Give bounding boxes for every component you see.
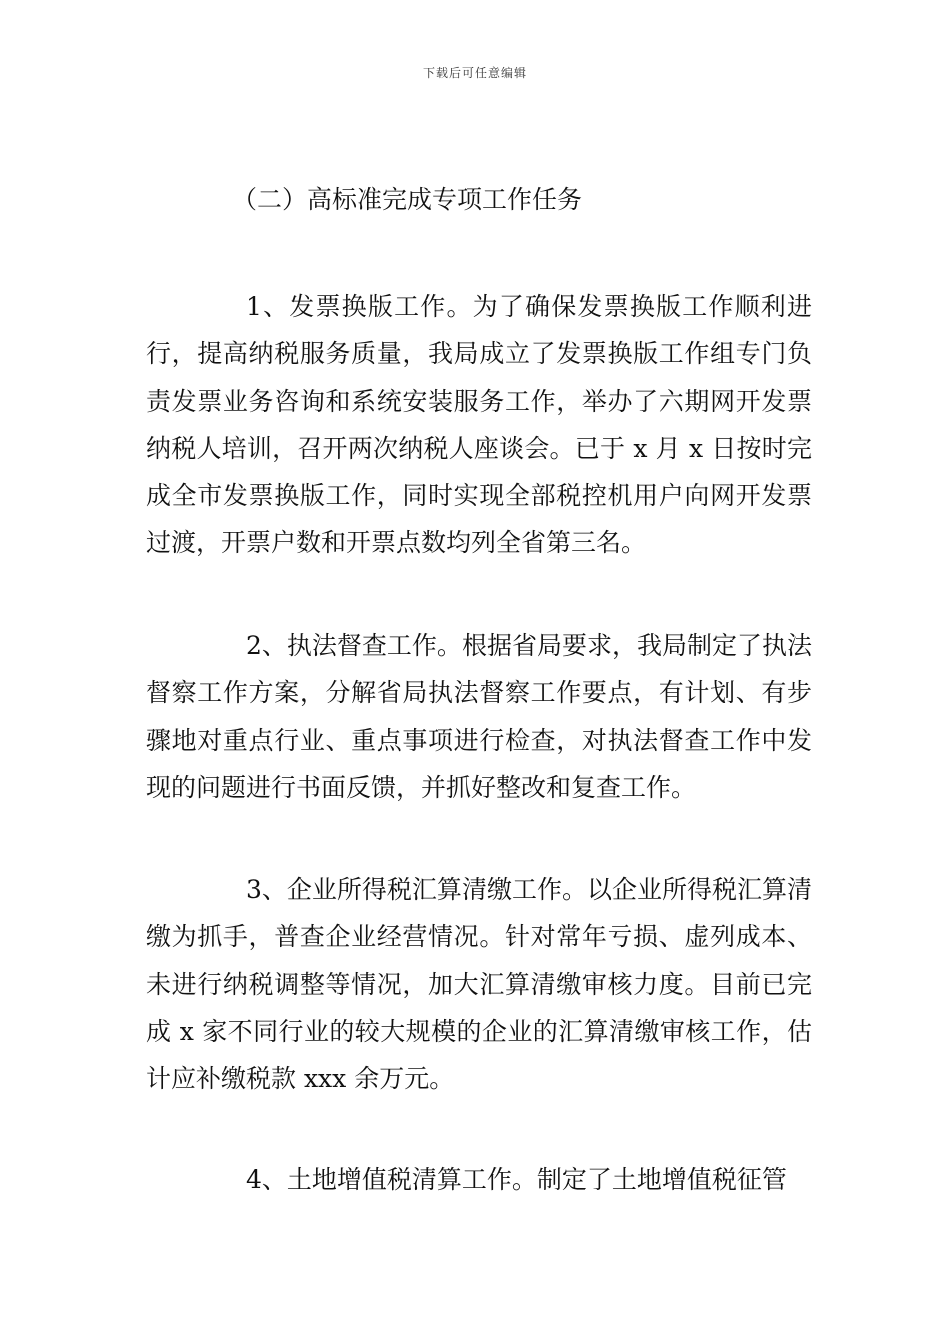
paragraph-corporate-income-tax: 3、企业所得税汇算清缴工作。以企业所得税汇算清缴为抓手，普查企业经营情况。针对常年亏损、虚列成本、未进行纳税调整等情况，加大汇算清缴审核力度。目前已完成 x 家不同行业的较大规模的企业的汇算清缴审核工作，估计应补缴税款 xxx 余万元。 [146,875,812,1094]
page-header: 下载后可任意编辑 [422,66,527,80]
paragraph-invoice-reform: 1、发票换版工作。为了确保发票换版工作顺利进行，提高纳税服务质量，我局成立了发票换版工作组专门负责发票业务咨询和系统安装服务工作，举办了六期网开发票纳税人培训，召开两次纳税人座谈会。已于 x 月 x 日按时完成全市发票换版工作，同时实现全部税控机用户向网开发票过渡，开票户数和开票点数均列全省第三名。 [146,292,812,558]
paragraph-land-value-added-tax: 4、土地增值税清算工作。制定了土地增值税征管 [246,1165,787,1194]
section-heading: （二）高标准完成专项工作任务 [232,185,583,214]
paragraph-enforcement-inspection: 2、执法督查工作。根据省局要求，我局制定了执法督察工作方案，分解省局执法督察工作要点，有计划、有步骤地对重点行业、重点事项进行检查，对执法督查工作中发现的问题进行书面反馈，并抓好整改和复查工作。 [146,631,812,802]
